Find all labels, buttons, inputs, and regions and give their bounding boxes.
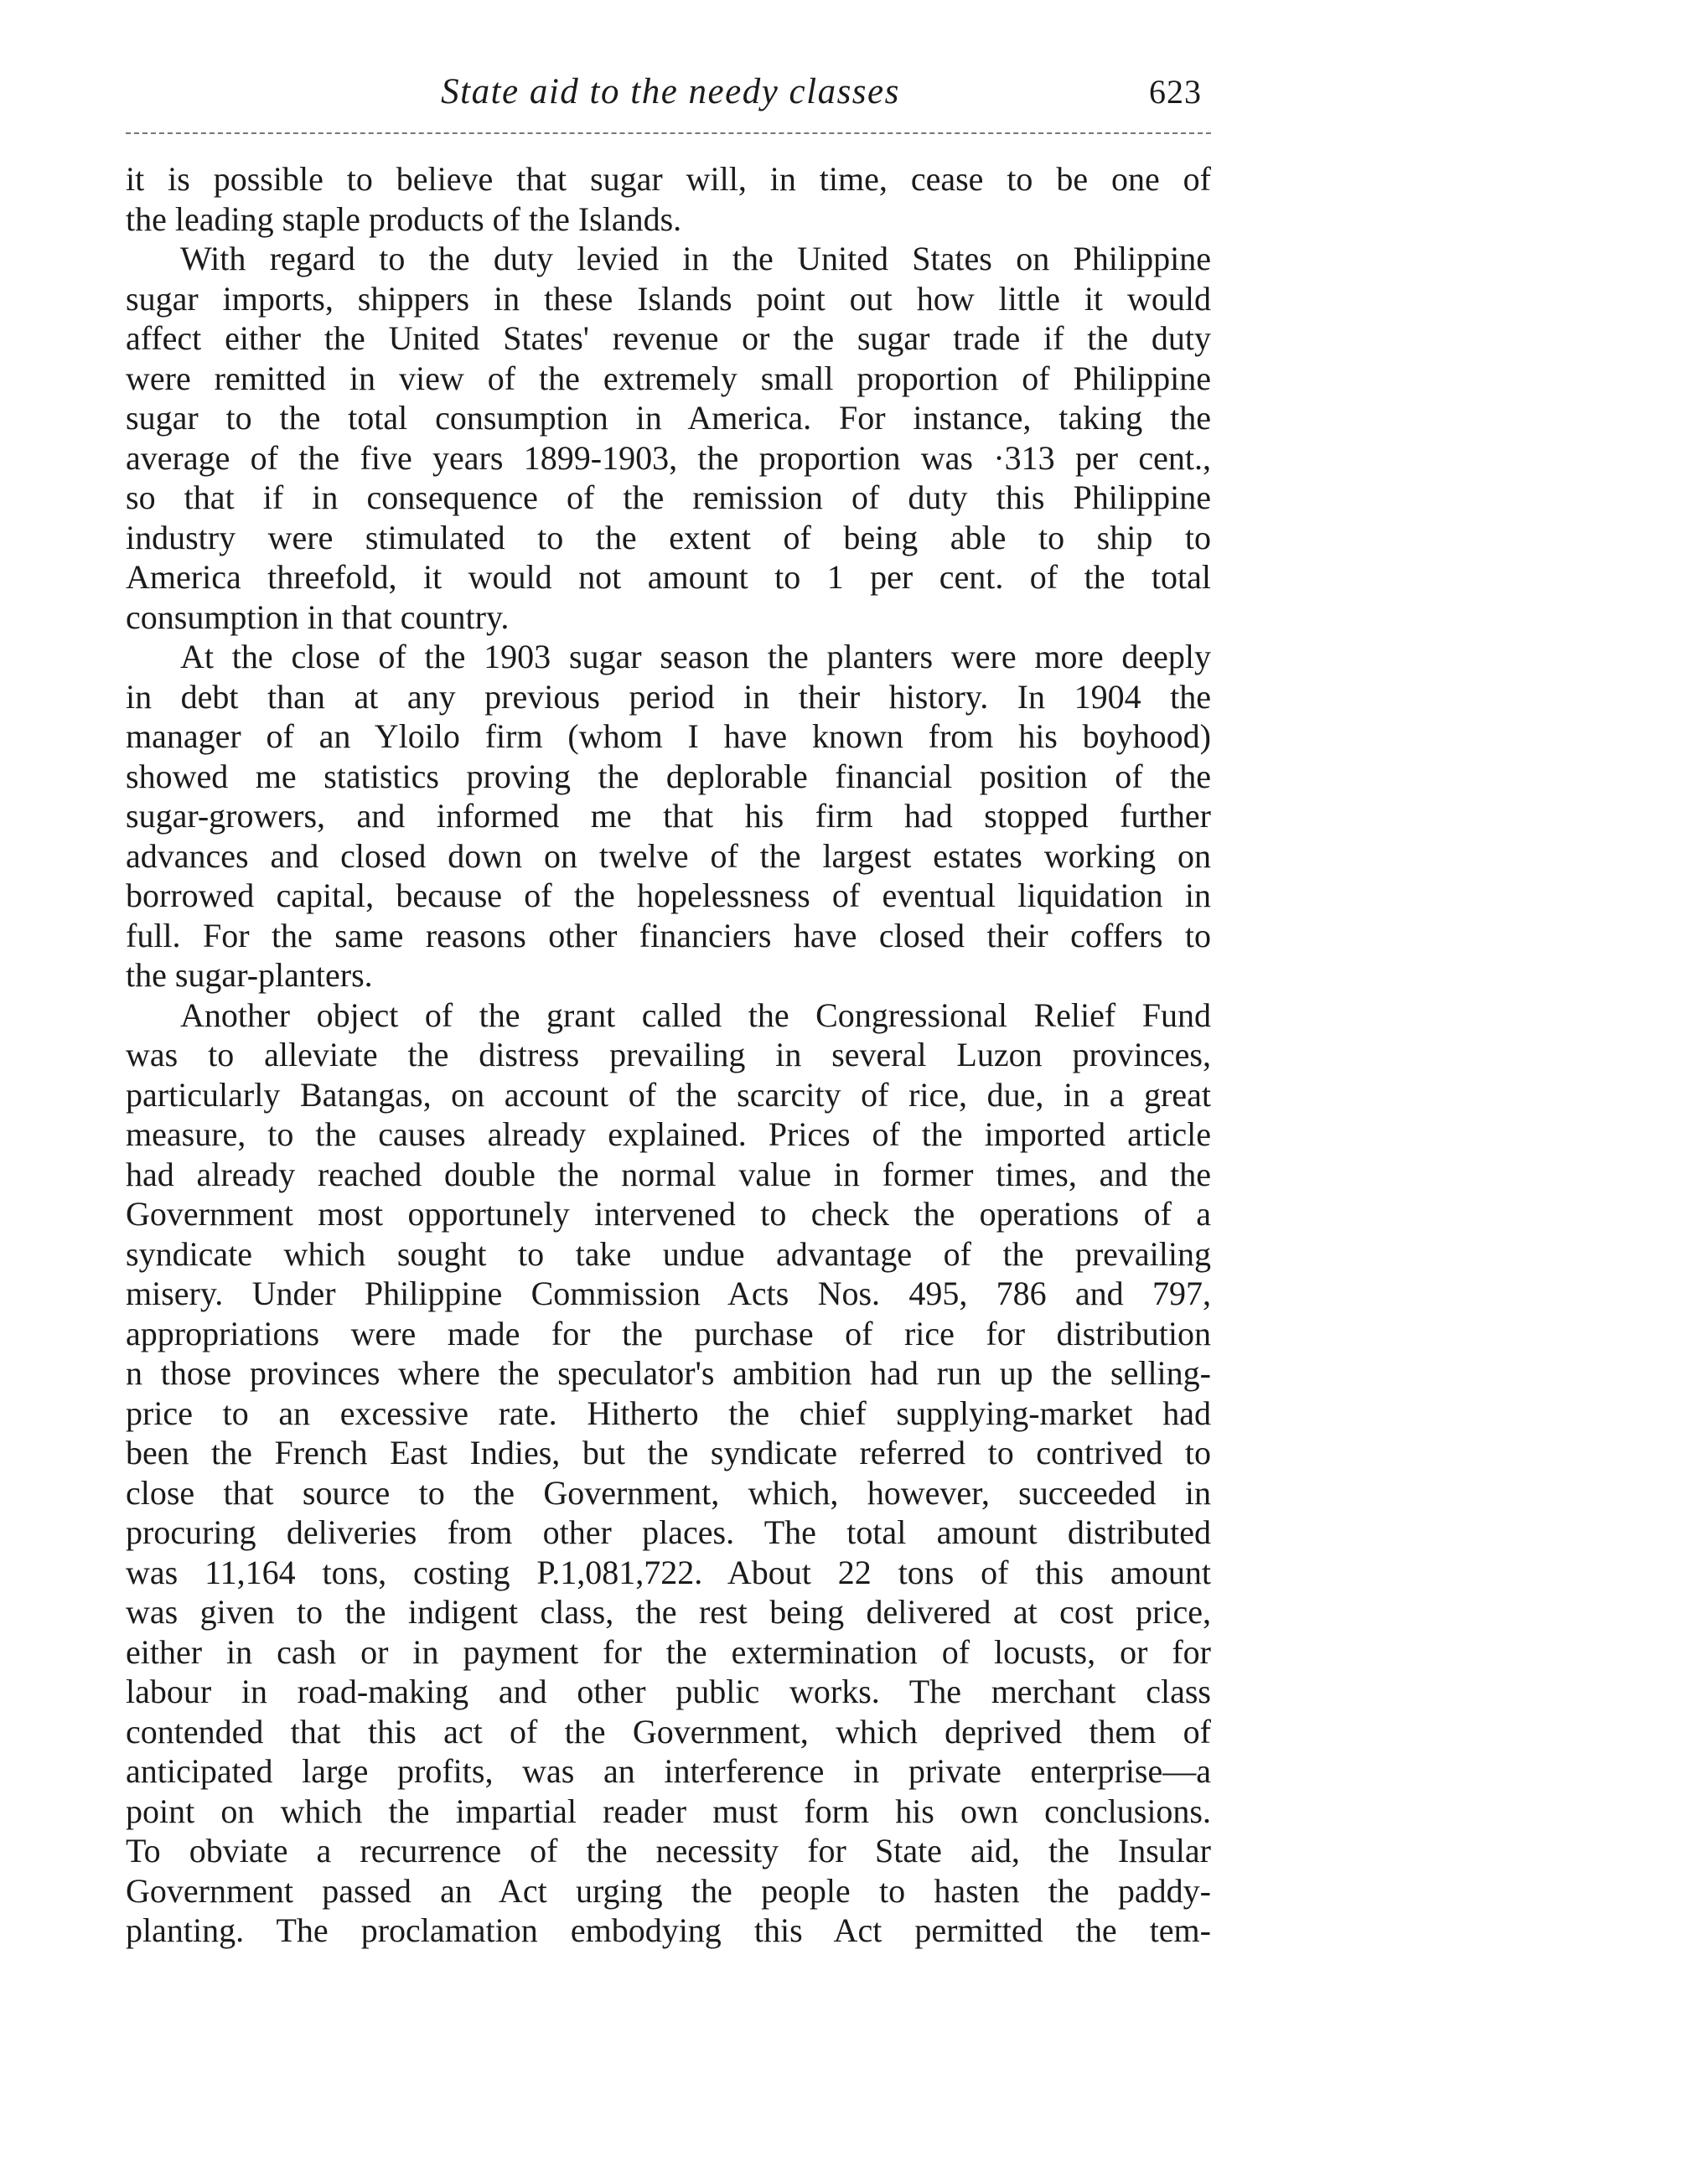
text-line: anticipated large profits, was an interference in private enterprise—a — [126, 1752, 1211, 1790]
header-rule — [126, 132, 1211, 134]
text-line: in debt than at any previous period in their history. In 1904 the — [126, 677, 1211, 716]
text-line: close that source to the Government, which, however, succeeded in — [126, 1473, 1211, 1512]
text-line: sugar imports, shippers in these Islands point out how little it would — [126, 279, 1211, 318]
page-number: 623 — [1149, 73, 1202, 111]
running-head — [126, 67, 1215, 126]
text-line: was given to the indigent class, the rest being delivered at cost price, — [126, 1593, 1211, 1631]
text-line: Government passed an Act urging the people to hasten the paddy- — [126, 1871, 1211, 1910]
text-line: sugar to the total consumption in America. For instance, taking the — [126, 399, 1211, 437]
text-line: it is possible to believe that sugar will, in time, cease to be one of — [126, 160, 1211, 198]
text-line: appropriations were made for the purchase of rice for distribution — [126, 1314, 1211, 1352]
text-line: advances and closed down on twelve of the largest estates working on — [126, 836, 1211, 875]
text-line: measure, to the causes already explained. Prices of the imported article — [126, 1115, 1211, 1153]
text-line: were remitted in view of the extremely small proportion of Philippine — [126, 359, 1211, 397]
text-line: the leading staple products of the Islands. — [126, 199, 682, 238]
text-line: contended that this act of the Government, which deprived them of — [126, 1712, 1211, 1751]
body-text — [126, 159, 1211, 1951]
text-line: was to alleviate the distress prevailing in several Luzon provinces, — [126, 1036, 1211, 1073]
text-line: labour in road-making and other public works. The merchant class — [126, 1673, 1211, 1710]
text-line: either in cash or in payment for the extermination of locusts, or for — [126, 1632, 1211, 1671]
text-line: sugar-growers, and informed me that his firm had stopped further — [126, 797, 1211, 835]
text-line: average of the five years 1899-1903, the proportion was ·313 per cent., — [126, 438, 1211, 477]
paragraph-first-line: At the close of the 1903 sugar season the planters were more deeply — [180, 638, 1211, 675]
running-head-title: State aid to the needy classes — [441, 72, 900, 111]
text-line: been the French East Indies, but the syndicate referred to contrived to — [126, 1434, 1211, 1471]
text-line: manager of an Yloilo firm (whom I have known from his boyhood) — [126, 717, 1211, 755]
text-line: price to an excessive rate. Hitherto the chief supplying-market had — [126, 1394, 1211, 1432]
text-line: misery. Under Philippine Commission Acts Nos. 495, 786 and 797, — [126, 1275, 1211, 1312]
text-line: borrowed capital, because of the hopelessness of eventual liquidation in — [126, 877, 1211, 914]
text-line: planting. The proclamation embodying this Act permitted the tem- — [126, 1911, 1211, 1949]
text-line: the sugar-planters. — [126, 956, 373, 994]
text-line: To obviate a recurrence of the necessity for State aid, the Insular — [126, 1832, 1211, 1869]
paragraph-first-line: With regard to the duty levied in the United States on Philippine — [180, 240, 1211, 277]
text-line: so that if in consequence of the remission of duty this Philippine — [126, 478, 1211, 516]
text-line: particularly Batangas, on account of the scarcity of rice, due, in a great — [126, 1075, 1211, 1114]
text-line: had already reached double the normal value in former times, and the — [126, 1155, 1211, 1193]
text-line: procuring deliveries from other places. The total amount distributed — [126, 1513, 1211, 1551]
text-line: n those provinces where the speculator's ambition had run up the selling- — [126, 1354, 1211, 1392]
text-line: affect either the United States' revenue or the sugar trade if the duty — [126, 319, 1211, 357]
text-line: industry were stimulated to the extent of being able to ship to — [126, 518, 1211, 556]
text-line: consumption in that country. — [126, 597, 510, 636]
text-line: was 11,164 tons, costing P.1,081,722. About 22 tons of this amount — [126, 1553, 1211, 1591]
text-line: Government most opportunely intervened to check the operations of a — [126, 1195, 1211, 1233]
text-line: full. For the same reasons other financiers have closed their coffers to — [126, 916, 1211, 954]
text-line: point on which the impartial reader must form his own conclusions. — [126, 1792, 1211, 1830]
text-line: America threefold, it would not amount to 1 per cent. of the total — [126, 558, 1211, 596]
text-line: showed me statistics proving the deplorable financial position of the — [126, 757, 1211, 795]
paragraph-first-line: Another object of the grant called the Congressional Relief Fund — [180, 995, 1211, 1034]
text-line: syndicate which sought to take undue advantage of the prevailing — [126, 1234, 1211, 1273]
